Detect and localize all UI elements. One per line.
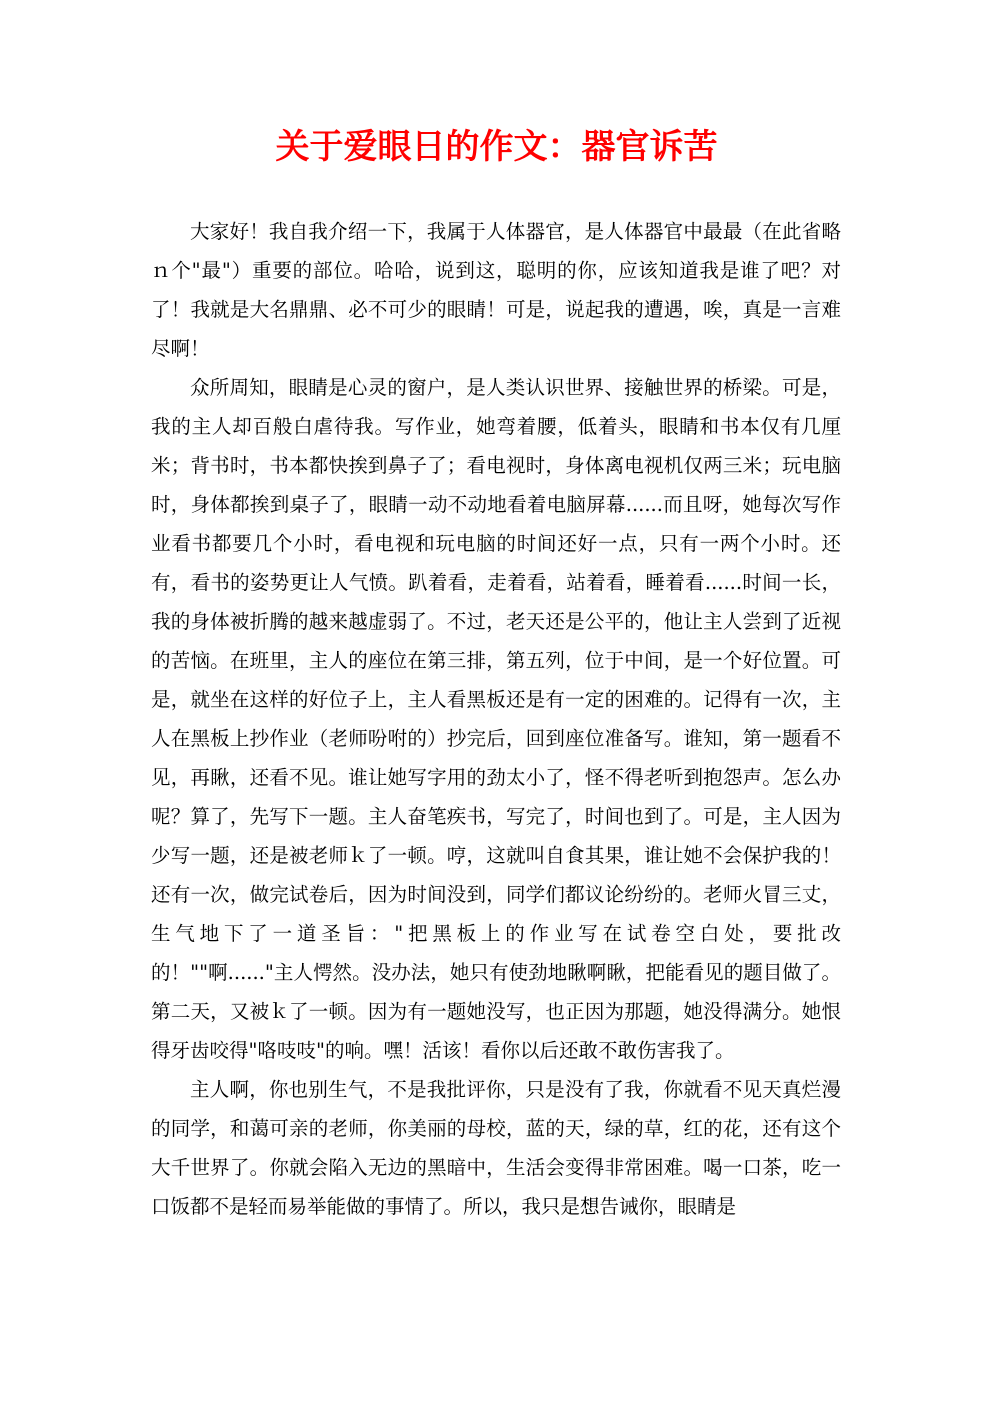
page-title: 关于爱眼日的作文：器官诉苦 [275,127,718,167]
paragraph-appeal: 主人啊，你也别生气，不是我批评你，只是没有了我，你就看不见天真烂漫的同学，和蔼可亲的老师，你美丽的母校，蓝的天，绿的草，红的花，还有这个大千世界了。你就会陷入无边的黑暗中，生活会变得非常困难。喝一口茶，吃一口饭都不是轻而易举能做的事情了。所以，我只是想告诫你，眼睛是 [151,1078,841,1218]
paragraph-story: 众所周知，眼睛是心灵的窗户，是人类认识世界、接触世界的桥梁。可是，我的主人却百般白虐待我。写作业，她弯着腰，低着头，眼睛和书本仅有几厘米；背书时，书本都快挨到鼻子了；看电视时，身体离电视机仅两三米；玩电脑时，身体都挨到桌子了，眼睛一动不动地看着电脑屏幕......而且呀，她每次写作业看书都要几个小时，看电视和玩电脑的时间还好一点，只有一两个小时。还有，看书的姿势更让人气愤。趴着看，走着看，站着看，睡着看......时间一长，我的身体被折腾的越来越虚弱了。不过，老天还是公平的，他让主人尝到了近视的苦恼。在班里，主人的座位在第三排，第五列，位于中间，是一个好位置。可是，就坐在这样的好位子上，主人看黑板还是有一定的困难的。记得有一次，主人在黑板上抄作业（老师吩咐的）抄完后，回到座位准备写。谁知，第一题看不见，再瞅，还看不见。谁让她写字用的劲太小了，怪不得老听到抱怨声。怎么办呢？算了，先写下一题。主人奋笔疾书，写完了，时间也到了。可是，主人因为少写一题，还是被老师ｋ了一顿。哼，这就叫自食其果，谁让她不会保护我的！还有一次，做完试卷后，因为时间没到，同学们都议论纷纷的。老师火冒三丈，生气地下了一道圣旨："把黑板上的作业写在试卷空白处，要批改的！""啊......"主人愕然。没办法，她只有使劲地瞅啊瞅，把能看见的题目做了。第二天，又被ｋ了一顿。因为有一题她没写，也正因为那题，她没得满分。她恨得牙齿咬得"咯吱吱"的响。嘿！活该！看你以后还敢不敢伤害我了。 [151,376,841,1062]
article-body [151,212,841,1226]
paragraph-introduction: 大家好！我自我介绍一下，我属于人体器官，是人体器官中最最（在此省略ｎ个"最"）重要的部位。哈哈，说到这，聪明的你，应该知道我是谁了吧？对了！我就是大名鼎鼎、必不可少的眼睛！可是，说起我的遭遇，唉，真是一言难尽啊！ [151,220,841,360]
